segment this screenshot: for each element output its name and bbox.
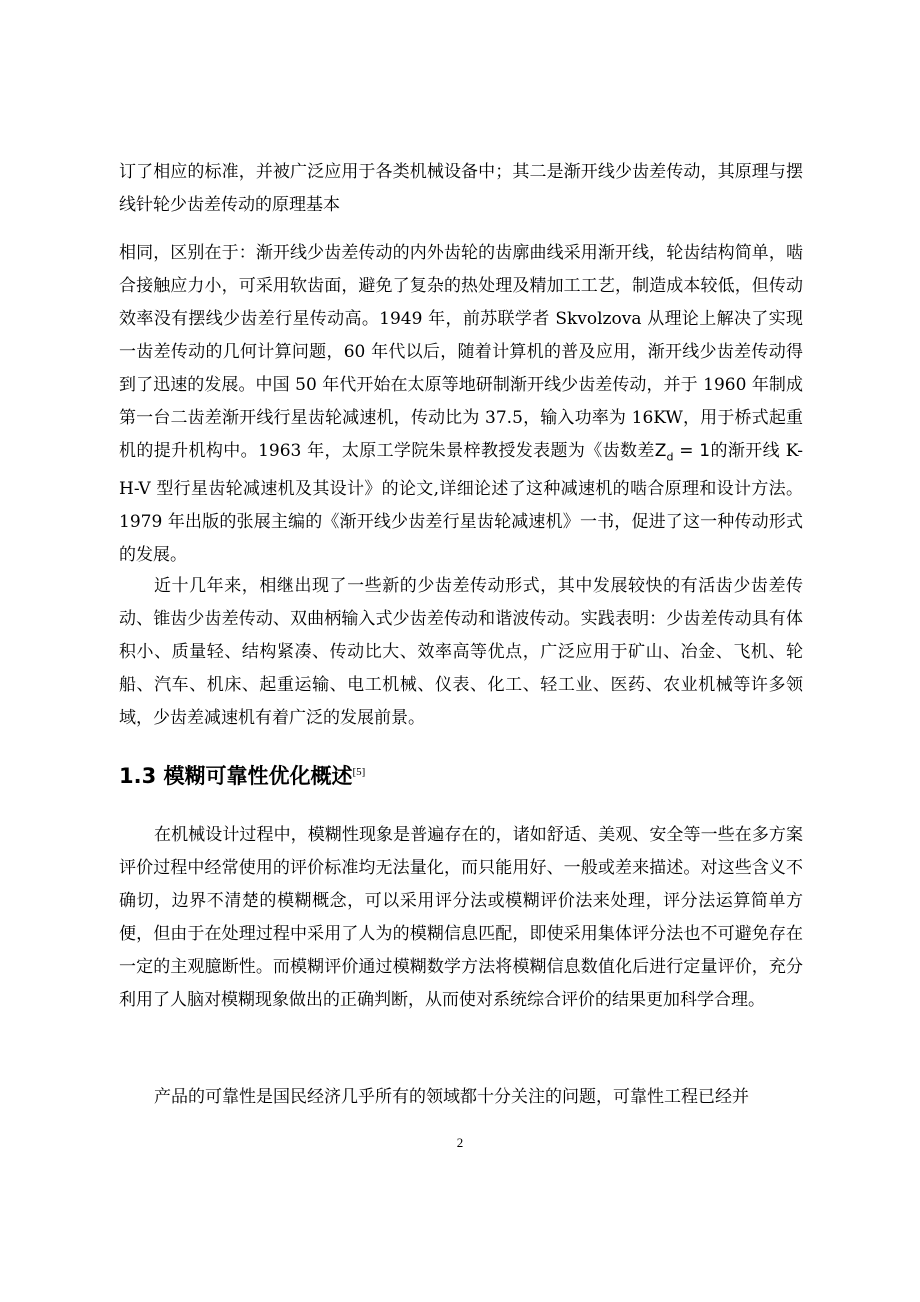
- paragraph-reliability: 产品的可靠性是国民经济几乎所有的领域都十分关注的问题，可靠性工程已经并: [154, 1087, 749, 1107]
- page-number: 2: [456, 1135, 464, 1150]
- formula-rest: = 1: [673, 441, 711, 461]
- paragraph-text: 的渐开线 K-H-V 型行星齿轮减速机及其设计》的论文,详细论述了这种减速机的啮合原理和设计方法。1979 年出版的张展主编的《渐开线少齿差行星齿轮减速机》一书，促进了这一种传动形式的发展。: [119, 441, 803, 566]
- citation-link[interactable]: [5]: [352, 766, 366, 778]
- formula-base: Z: [654, 441, 667, 461]
- formula-tooth-difference: [654, 441, 711, 464]
- section-heading-text: 1.3 模糊可靠性优化概述: [119, 764, 353, 788]
- paragraph-continuation: 订了相应的标准，并被广泛应用于各类机械设备中；其二是渐开线少齿差传动，其原理与摆线针轮少齿差传动的原理基本: [119, 162, 803, 215]
- section-heading: [119, 760, 365, 790]
- formula-subscript: d: [666, 450, 674, 464]
- paragraph-fuzzy-evaluation: 在机械设计过程中，模糊性现象是普遍存在的，诸如舒适、美观、安全等一些在多方案评价过程中经常使用的评价标准均无法量化，而只能用好、一般或差来描述。对这些含义不确切，边界不清楚的模糊概念，可以采用评分法或模糊评价法来处理，评分法运算简单方便，但由于在处理过程中采用了人为的模糊信息匹配，即使采用集体评分法也不可避免存在一定的主观臆断性。而模糊评价通过模糊数学方法将模糊信息数值化后进行定量评价，充分利用了人脑对模糊现象做出的正确判断，从而使对系统综合评价的结果更加科学合理。: [119, 825, 803, 1010]
- paragraph-text: 相同，区别在于：渐开线少齿差传动的内外齿轮的齿廓曲线采用渐开线，轮齿结构简单，啮合接触应力小，可采用软齿面，避免了复杂的热处理及精加工工艺，制造成本较低，但传动效率没有摆线少齿差行星传动高。1949 年，前苏联学者 Skvolzova 从理论上解决了实现一齿差传动的几何计算问题，60 年代以后，随着计算机的普及应用，渐开线少齿差传动得到了迅速的发展。中国 50 年代开始在太原等地研制渐开线少齿差传动，并于 1960 年制成第一台二齿差渐开线行星齿轮减速机，传动比为 37.5，输入功率为 16KW，用于桥式起重机的提升机构中。1963 年，太原工学院朱景梓教授发表题为《齿数差: [119, 243, 803, 461]
- paragraph-involute-history: [119, 237, 803, 572]
- paragraph-recent-developments: 近十几年来，相继出现了一些新的少齿差传动形式，其中发展较快的有活齿少齿差传动、锥齿少齿差传动、双曲柄输入式少齿差传动和谐波传动。实践表明：少齿差传动具有体积小、质量轻、结构紧凑、传动比大、效率高等优点，广泛应用于矿山、冶金、飞机、轮船、汽车、机床、起重运输、电工机械、仪表、化工、轻工业、医药、农业机械等许多领域，少齿差减速机有着广泛的发展前景。: [119, 576, 803, 728]
